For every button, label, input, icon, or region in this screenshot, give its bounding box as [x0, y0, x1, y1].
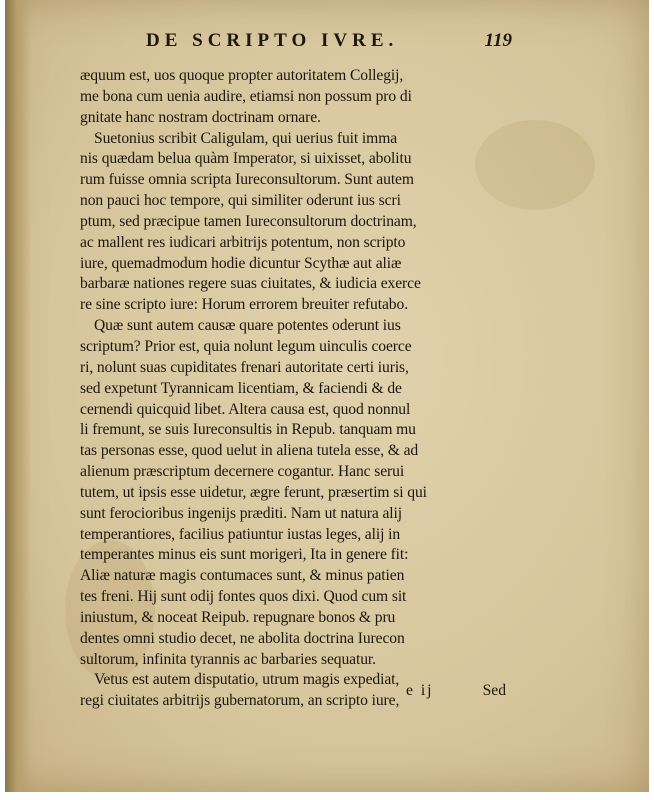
text-line: tes freni. Hij sunt odij fontes quos dixi. Quod cum sit — [80, 588, 407, 606]
text-line: Vetus est autem disputatio, utrum magis expediat, — [94, 671, 400, 689]
text-line: ri, nolunt suas cupiditates frenari autoritate certi iuris, — [80, 358, 409, 376]
text-line: re sine scripto iure: Horum errorem breuiter refutabo. — [80, 296, 409, 314]
text-line: tas personas esse, quod uelut in aliena tutela esse, & ad — [80, 442, 419, 460]
running-head: DE SCRIPTO IVRE. — [146, 30, 399, 51]
text-line: rum fuisse omnia scripta Iureconsultorum. Sunt autem — [80, 171, 414, 189]
text-line: temperantes minus eis sunt morigeri, Ita in genere fit: — [80, 546, 409, 564]
text-line: Suetonius scribit Caligulam, qui uerius fuit imma — [94, 129, 398, 147]
text-line: alienum præscriptum decernere cogantur. Hanc serui — [80, 463, 405, 481]
text-line: scriptum? Prior est, quia nolunt legum uinculis coerce — [80, 337, 412, 355]
page-number: 119 — [484, 30, 512, 51]
binding-gutter — [5, 0, 31, 792]
text-line: tutem, ut ipsis esse uidetur, ægre ferunt, præsertim si qui — [80, 483, 427, 501]
text-line: iure, quemadmodum hodie dicuntur Scythæ aut aliæ — [80, 254, 402, 272]
text-line: barbaræ nationes regere suas ciuitates, & iudicia exerce — [80, 275, 421, 293]
signature-mark: e ij — [406, 682, 434, 699]
text-line: nis quædam belua quàm Imperator, si uixisset, abolitu — [80, 150, 412, 168]
text-line: sultorum, infinita tyrannis ac barbaries sequatur. — [80, 650, 376, 668]
text-line: dentes omni studio decet, ne abolita doctrina Iurecon — [80, 629, 405, 647]
page-header — [82, 30, 512, 56]
text-line: me bona cum uenia audire, etiamsi non possum pro di — [80, 87, 412, 105]
text-line: li fremunt, se suis Iureconsultis in Repub. tanquam mu — [80, 421, 416, 439]
text-line: ptum, sed præcipue tamen Iureconsultorum doctrinam, — [80, 212, 417, 230]
catchword: Sed — [482, 682, 506, 699]
text-line: ac mallent res iudicari arbitrijs potentum, non scripto — [80, 233, 406, 251]
text-line: non pauci hoc tempore, qui similiter oderunt ius scri — [80, 192, 401, 210]
text-line: sunt ferocioribus ingenijs præditi. Nam ut natura alij — [80, 504, 403, 522]
text-line: temperantiores, facilius patiuntur iustas leges, alij in — [80, 525, 401, 543]
text-line: sed expetunt Tyrannicam licentiam, & faciendi & de — [80, 379, 402, 397]
text-line: Aliæ naturæ magis contumaces sunt, & minus patien — [80, 567, 405, 585]
body-text — [80, 66, 506, 712]
page-footer — [80, 682, 506, 704]
text-line: cernendi quicquid libet. Altera causa est, quod nonnul — [80, 400, 411, 418]
text-line: æquum est, uos quoque propter autoritatem Collegij, — [80, 67, 404, 84]
text-line: Quæ sunt autem causæ quare potentes oderunt ius — [94, 317, 401, 335]
text-line: gnitate hanc nostram doctrinam ornare. — [80, 108, 321, 126]
text-line: regi ciuitates arbitrijs gubernatorum, an scripto iure, — [80, 692, 400, 710]
text-line: iniustum, & noceat Reipub. repugnare bonos & pru — [80, 608, 396, 626]
